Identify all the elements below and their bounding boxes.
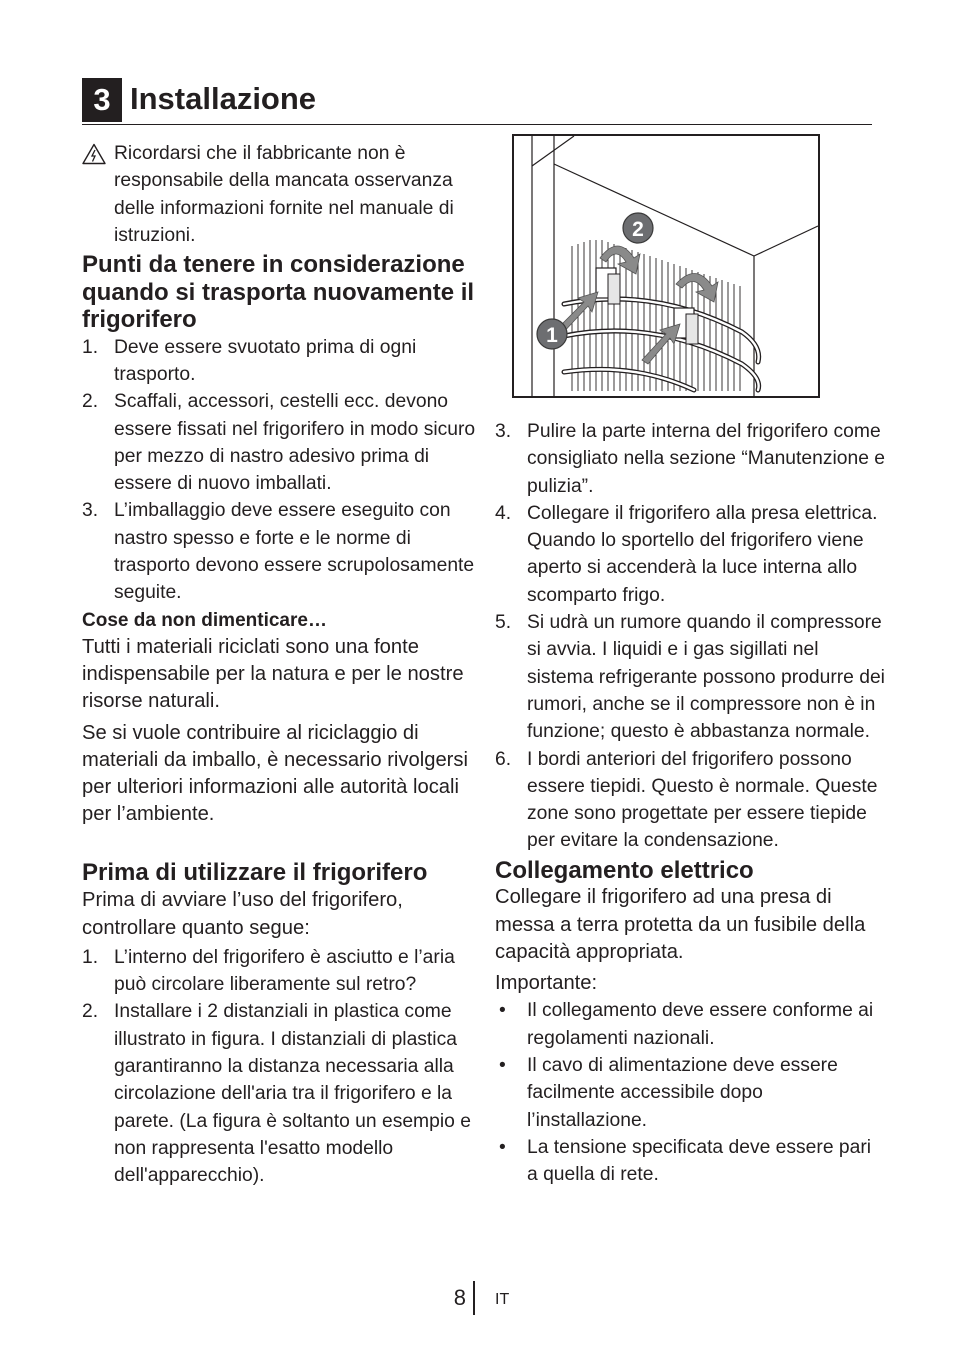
right-column: [495, 418, 885, 1189]
list-item: 5. Si udrà un rumore quando il compressore si avvia. I liquidi e i gas sigillati nel sistema refrigerante possono produrre dei rumori, anche se il compressore non è in funzione; questo è abbastanza normale.: [495, 612, 885, 743]
list-item: 1. Deve essere svuotato prima di ogni trasporto.: [82, 336, 417, 385]
spacer-installation-figure: [512, 134, 820, 398]
list-item: 1. L’interno del frigorifero è asciutto e l’aria può circolare liberamente sul retro?: [82, 946, 455, 996]
before-use-heading: Prima di utilizzare il frigorifero: [82, 858, 428, 886]
before-use-list: [82, 944, 476, 1190]
list-item: 3. L’imballaggio deve essere eseguito con nastro spesso e forte e le norme di trasporto devono essere scrupolosamente seguite.: [82, 500, 475, 604]
list-item: 3. Pulire la parte interna del frigorifero come consigliato nella sezione “Manutenzione e pulizia”.: [495, 421, 886, 497]
list-item: 4. Collegare il frigorifero alla presa elettrica. Quando lo sportello del frigorifero viene aperto si accenderà la luce interna allo scomparto frigo.: [495, 502, 878, 606]
warning-text: Ricordarsi che il fabbricante non è responsabile della mancata osservanza delle informazioni fornite nel manuale di istruzioni.: [114, 143, 454, 246]
before-use-list-continued: [495, 418, 885, 855]
callout-2: [623, 213, 653, 243]
page-number: 8: [453, 1285, 466, 1310]
section-title: Installazione: [130, 81, 317, 116]
footer-divider: [473, 1281, 475, 1315]
electric-heading: Collegamento elettrico: [495, 856, 754, 884]
important-label: Importante:: [495, 972, 598, 995]
list-item: • Il collegamento deve essere conforme ai regolamenti nazionali.: [499, 1000, 874, 1049]
transport-heading: Punti da tenere in considerazione quando si trasporta nuovamente il frigorifero: [82, 251, 475, 334]
warning-icon: [82, 143, 106, 165]
list-item: • Il cavo di alimentazione deve essere facilmente accessibile dopo l’installazione.: [499, 1055, 838, 1131]
before-use-intro: Prima di avviare l’uso del frigorifero, controllare quanto segue:: [82, 889, 403, 939]
section-number: 3: [82, 78, 122, 122]
left-column: [82, 140, 476, 1190]
list-item: 2. Installare i 2 distanziali in plastica come illustrato in figura. I distanziali di plastica garantiranno la distanza necessaria alla circolazione dell'aria tra il frigorifero e la parete. (La figura è soltanto un esempio e non rappresenta l'esatto modello dell'apparecchio).: [82, 1001, 471, 1187]
electric-paragraph: Collegare il frigorifero ad una presa di messa a terra protetta da un fusibile della capacità appropriata.: [495, 886, 866, 963]
language-code: IT: [495, 1291, 510, 1308]
remember-paragraph-2: Se si vuole contribuire al riciclaggio di materiali da imballo, è necessario rivolgersi per ulteriori informazioni alle autorità locali per l’ambiente.: [82, 721, 468, 826]
transport-list: [82, 334, 476, 607]
warning-note: [82, 140, 476, 249]
callout-1: [537, 319, 567, 349]
svg-text:1: 1: [546, 324, 558, 347]
important-list: [495, 997, 885, 1188]
list-item: • La tensione specificata deve essere pari a quella di rete.: [499, 1136, 872, 1186]
list-item: 2. Scaffali, accessori, cestelli ecc. devono essere fissati nel frigorifero in modo sicuro per mezzo di nastro adesivo prima di essere di nuovo imballati.: [82, 391, 476, 495]
fridge-back-illustration: [514, 136, 818, 396]
svg-text:2: 2: [632, 218, 644, 241]
remember-heading: Cose da non dimenticare…: [82, 609, 327, 631]
remember-paragraph-1: Tutti i materiali riciclati sono una fonte indispensabile per la natura e per le nostre risorse naturali.: [82, 635, 464, 713]
section-header: [82, 78, 872, 125]
list-item: 6. I bordi anteriori del frigorifero possono essere tiepidi. Questo è normale. Queste zone sono progettate per essere tiepide per evitare la condensazione.: [495, 748, 878, 852]
